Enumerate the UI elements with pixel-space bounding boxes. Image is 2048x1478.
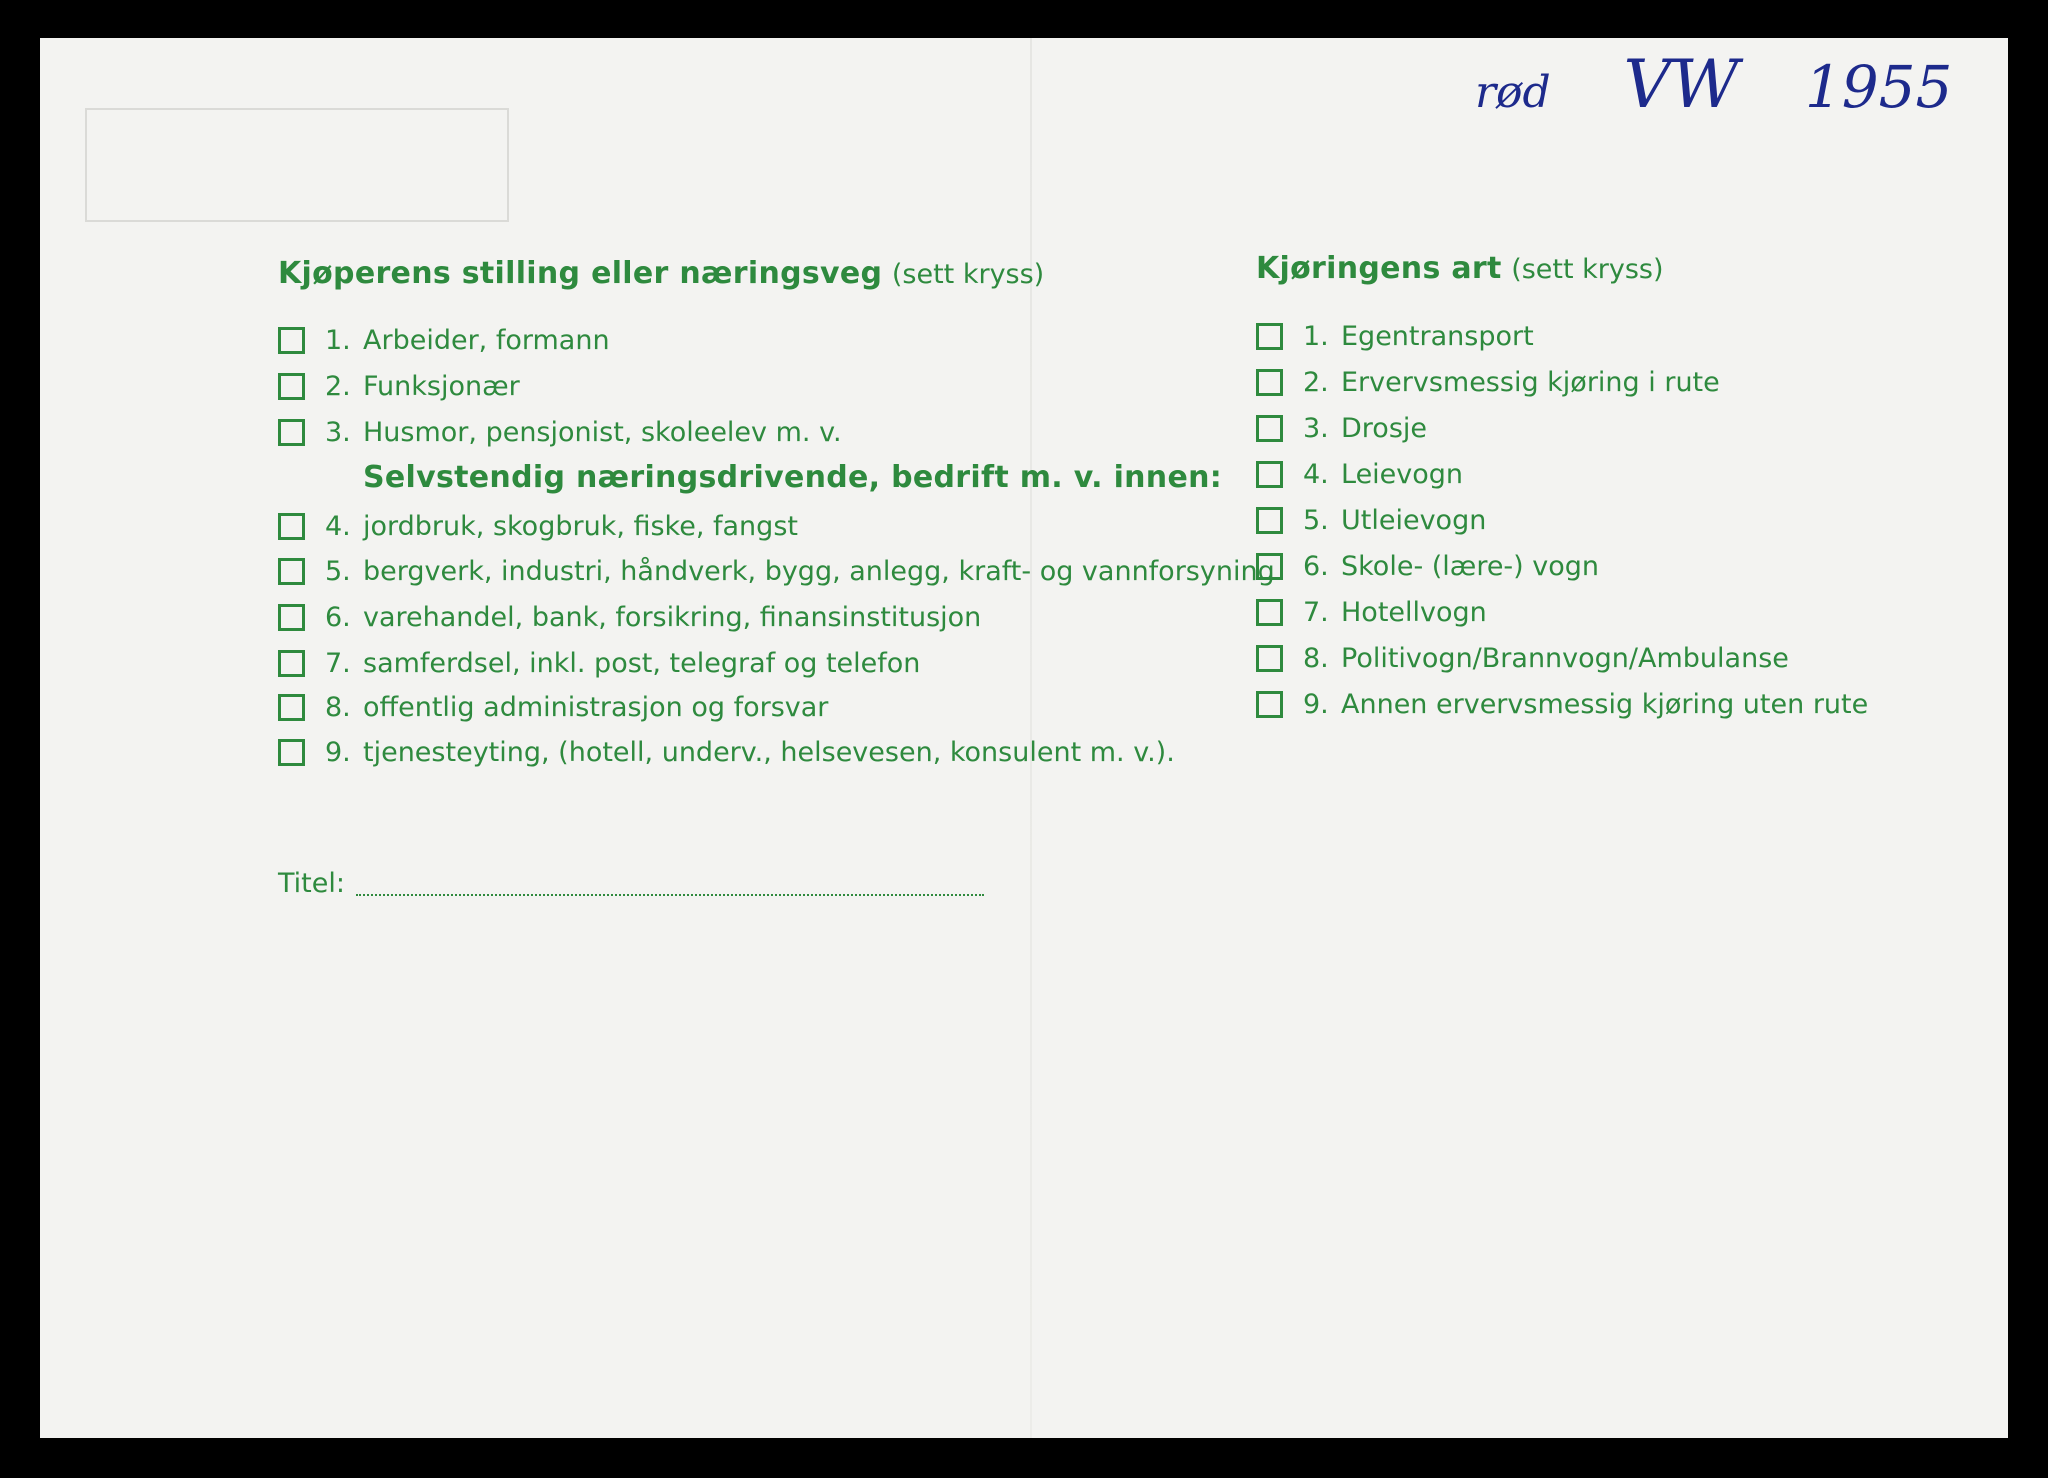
- occupation-item-6: [278, 597, 981, 637]
- item-label: Ervervsmessig kjøring i rute: [1341, 366, 1720, 398]
- item-number: 8.: [325, 691, 351, 723]
- item-number: 7.: [325, 647, 351, 679]
- item-number: 3.: [325, 416, 351, 448]
- occupation-item-5: [278, 551, 1275, 591]
- occupation-checkbox-6[interactable]: [278, 604, 305, 631]
- occupation-item-7: [278, 643, 920, 683]
- item-label: Arbeider, formann: [363, 324, 610, 356]
- item-label: Egentransport: [1341, 320, 1534, 352]
- item-label: Husmor, pensjonist, skoleelev m. v.: [363, 416, 842, 448]
- item-label: Politivogn/Brannvogn/Ambulanse: [1341, 642, 1789, 674]
- handwritten-year: 1955: [1804, 53, 1953, 121]
- occupation-item-4: [278, 506, 798, 546]
- item-number: 6.: [325, 601, 351, 633]
- driving-checkbox-1[interactable]: [1256, 323, 1283, 350]
- buyer-occupation-hint: (sett kryss): [891, 259, 1045, 290]
- handwritten-note: [1475, 46, 1952, 123]
- occupation-item-3: [278, 412, 842, 452]
- buyer-occupation-heading: Kjøperens stilling eller næringsveg: [278, 256, 883, 291]
- item-label: tjenesteyting, (hotell, underv., helsevesen, konsulent m. v.).: [363, 736, 1175, 768]
- item-number: 1.: [325, 324, 351, 356]
- driving-item-2: [1256, 362, 1720, 402]
- item-number: 5.: [1303, 504, 1329, 536]
- driving-type-title: [1256, 251, 1664, 286]
- driving-type-hint: (sett kryss): [1511, 254, 1664, 285]
- item-number: 8.: [1303, 642, 1329, 674]
- item-number: 1.: [1303, 320, 1329, 352]
- handwritten-color: rød: [1475, 67, 1551, 118]
- item-number: 4.: [325, 510, 351, 542]
- driving-checkbox-5[interactable]: [1256, 507, 1283, 534]
- occupation-checkbox-5[interactable]: [278, 558, 305, 585]
- item-number: 9.: [325, 736, 351, 768]
- driving-item-3: [1256, 408, 1427, 448]
- titel-label: Titel:: [278, 868, 345, 899]
- item-label: Leievogn: [1341, 458, 1464, 490]
- item-label: Utleievogn: [1341, 504, 1487, 536]
- driving-item-6: [1256, 546, 1599, 586]
- occupation-checkbox-1[interactable]: [278, 327, 305, 354]
- driving-item-1: [1256, 316, 1534, 356]
- driving-checkbox-2[interactable]: [1256, 369, 1283, 396]
- form-sheet: [40, 38, 2008, 1438]
- driving-checkbox-3[interactable]: [1256, 415, 1283, 442]
- driving-item-7: [1256, 592, 1487, 632]
- titel-input-line[interactable]: [356, 894, 984, 896]
- driving-checkbox-9[interactable]: [1256, 691, 1283, 718]
- item-label: Hotellvogn: [1341, 596, 1487, 628]
- occupation-item-9: [278, 732, 1175, 772]
- occupation-item-1: [278, 320, 610, 360]
- occupation-item-8: [278, 687, 828, 727]
- item-label: bergverk, industri, håndverk, bygg, anlegg, kraft- og vannforsyning: [363, 555, 1275, 587]
- occupation-checkbox-2[interactable]: [278, 373, 305, 400]
- occupation-checkbox-3[interactable]: [278, 419, 305, 446]
- driving-item-4: [1256, 454, 1463, 494]
- item-label: varehandel, bank, forsikring, finansinstitusjon: [363, 601, 982, 633]
- occupation-checkbox-9[interactable]: [278, 739, 305, 766]
- driving-type-heading: Kjøringens art: [1256, 251, 1502, 286]
- item-label: samferdsel, inkl. post, telegraf og telefon: [363, 647, 921, 679]
- item-number: 6.: [1303, 550, 1329, 582]
- occupation-checkbox-8[interactable]: [278, 694, 305, 721]
- self-employed-subheading: Selvstendig næringsdrivende, bedrift m. v. innen:: [363, 460, 1223, 495]
- occupation-checkbox-7[interactable]: [278, 650, 305, 677]
- item-number: 7.: [1303, 596, 1329, 628]
- item-number: 3.: [1303, 412, 1329, 444]
- driving-checkbox-4[interactable]: [1256, 461, 1283, 488]
- show-through-stamp: [85, 108, 509, 222]
- item-number: 2.: [325, 370, 351, 402]
- driving-item-9: [1256, 684, 1868, 724]
- handwritten-make: VW: [1623, 46, 1740, 123]
- buyer-occupation-title: [278, 256, 1044, 291]
- driving-item-5: [1256, 500, 1486, 540]
- item-label: Drosje: [1341, 412, 1427, 444]
- item-number: 5.: [325, 555, 351, 587]
- item-label: Annen ervervsmessig kjøring uten rute: [1341, 688, 1869, 720]
- driving-checkbox-7[interactable]: [1256, 599, 1283, 626]
- item-label: offentlig administrasjon og forsvar: [363, 691, 829, 723]
- driving-checkbox-8[interactable]: [1256, 645, 1283, 672]
- driving-item-8: [1256, 638, 1789, 678]
- item-number: 2.: [1303, 366, 1329, 398]
- item-label: jordbruk, skogbruk, fiske, fangst: [363, 510, 798, 542]
- occupation-item-2: [278, 366, 520, 406]
- item-number: 9.: [1303, 688, 1329, 720]
- item-label: Skole- (lære-) vogn: [1341, 550, 1600, 582]
- item-number: 4.: [1303, 458, 1329, 490]
- occupation-checkbox-4[interactable]: [278, 513, 305, 540]
- driving-checkbox-6[interactable]: [1256, 553, 1283, 580]
- item-label: Funksjonær: [363, 370, 520, 402]
